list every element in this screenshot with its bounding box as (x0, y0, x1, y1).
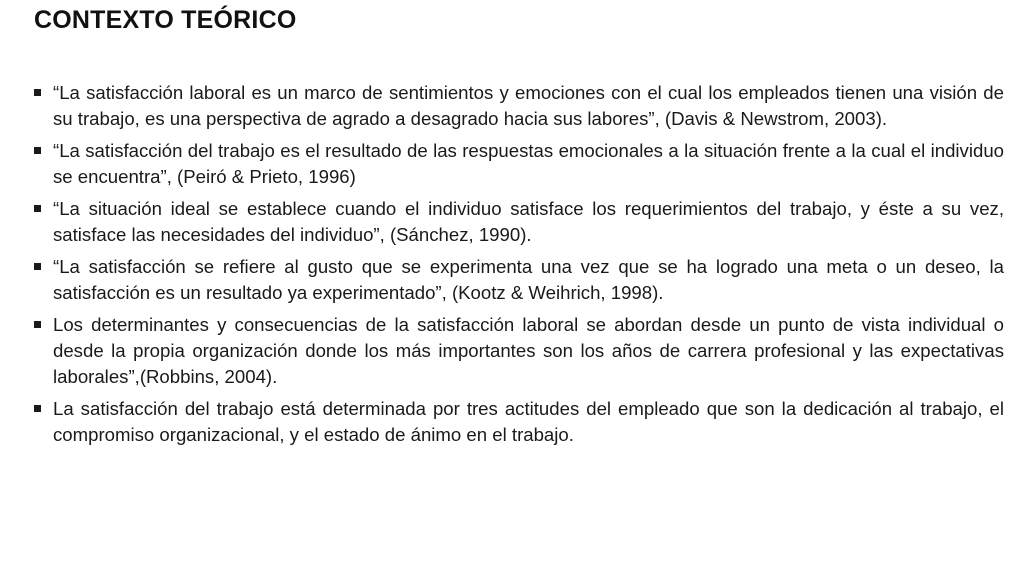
bullet-text: “La situación ideal se establece cuando el individuo satisface los requerimientos del trabajo, y éste a su vez, satisface las necesidades del individuo”, (Sánchez, 1990). (53, 198, 1004, 245)
bullet-item (34, 312, 1004, 390)
slide-title: CONTEXTO TEÓRICO (34, 6, 297, 34)
bullet-item (34, 80, 1004, 132)
square-bullet-icon (34, 89, 41, 96)
square-bullet-icon (34, 263, 41, 270)
bullet-item (34, 396, 1004, 448)
bullet-text: “La satisfacción del trabajo es el resultado de las respuestas emocionales a la situación frente a la cual el individuo se encuentra”, (Peiró & Prieto, 1996) (53, 140, 1004, 187)
bullet-text: Los determinantes y consecuencias de la satisfacción laboral se abordan desde un punto de vista individual o desde la propia organización donde los más importantes son los años de carrera profesional y las expectativas laborales”,(Robbins, 2004). (53, 314, 1004, 387)
bullet-text: La satisfacción del trabajo está determinada por tres actitudes del empleado que son la dedicación al trabajo, el compromiso organizacional, y el estado de ánimo en el trabajo. (53, 398, 1004, 445)
bullet-list (34, 80, 1004, 454)
bullet-item (34, 254, 1004, 306)
square-bullet-icon (34, 321, 41, 328)
bullet-item (34, 196, 1004, 248)
square-bullet-icon (34, 405, 41, 412)
bullet-item (34, 138, 1004, 190)
bullet-text: “La satisfacción se refiere al gusto que se experimenta una vez que se ha logrado una meta o un deseo, la satisfacción es un resultado ya experimentado”, (Kootz & Weihrich, 1998). (53, 256, 1004, 303)
square-bullet-icon (34, 147, 41, 154)
square-bullet-icon (34, 205, 41, 212)
bullet-text: “La satisfacción laboral es un marco de sentimientos y emociones con el cual los empleados tienen una visión de su trabajo, es una perspectiva de agrado a desagrado hacia sus labores”, (Davis & Newstrom, 2003). (53, 82, 1004, 129)
